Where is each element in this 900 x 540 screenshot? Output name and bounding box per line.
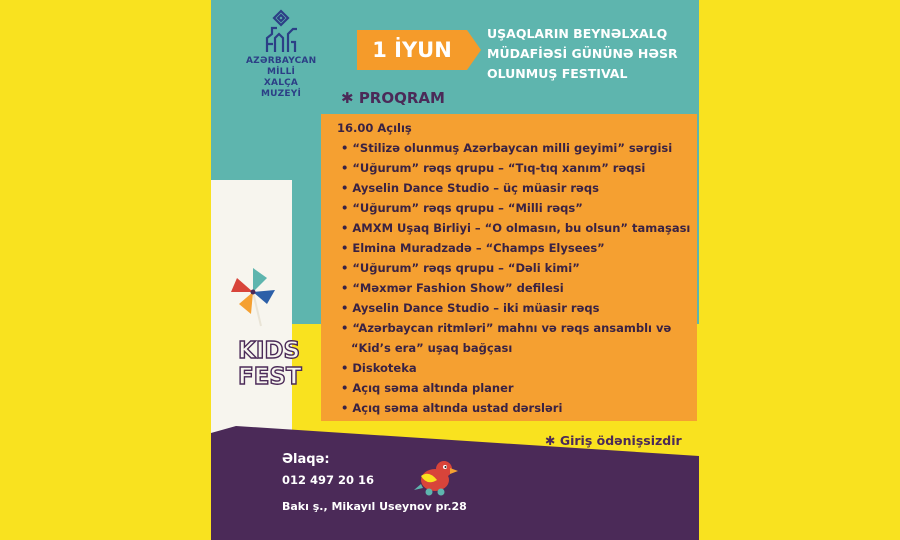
contact-label: Əlaqə: bbox=[282, 452, 330, 467]
program-item: • Açıq səma altında planer bbox=[321, 378, 693, 398]
program-item: • “Stilizə olunmuş Azərbaycan milli geyimi” sərgisi bbox=[321, 138, 693, 158]
contact-address: Bakı ş., Mikayıl Useynov pr.28 bbox=[282, 500, 467, 513]
program-item: • Elmina Muradzadə – “Champs Elysees” bbox=[321, 238, 693, 258]
pinwheel-icon bbox=[227, 262, 279, 328]
program-opening: 16.00 Açılış bbox=[337, 121, 412, 135]
date-badge bbox=[357, 30, 467, 70]
program-item: • “Məxmər Fashion Show” defilesi bbox=[321, 278, 693, 298]
program-item: • Ayselin Dance Studio – iki müasir rəqs bbox=[321, 298, 693, 318]
program-item: • Ayselin Dance Studio – üç müasir rəqs bbox=[321, 178, 693, 198]
bird-toy-icon bbox=[413, 454, 459, 500]
program-item: • Açıq səma altında ustad dərsləri bbox=[321, 398, 693, 418]
program-box bbox=[321, 114, 697, 421]
carpet-museum-logo-icon bbox=[261, 8, 301, 54]
asterisk-icon: ✱ bbox=[341, 89, 354, 107]
asterisk-icon: ✱ bbox=[545, 433, 556, 448]
museum-name-line1: AZƏRBAYCAN MİLLİ bbox=[246, 56, 317, 77]
program-item: • “Uğurum” rəqs qrupu – “Tıq-tıq xanım” rəqsi bbox=[321, 158, 693, 178]
free-entry-text: Giriş ödənişsizdir bbox=[559, 433, 682, 448]
date-text: 1 İYUN bbox=[372, 38, 452, 62]
free-entry-note bbox=[545, 433, 682, 448]
program-heading-text: PROQRAM bbox=[358, 89, 445, 107]
program-item: • AMXM Uşaq Birliyi – “O olmasın, bu olsun” tamaşası bbox=[321, 218, 693, 238]
festival-headline bbox=[487, 24, 697, 84]
program-list bbox=[321, 138, 693, 418]
museum-name-line2: XALÇA MUZEYİ bbox=[260, 78, 301, 99]
headline-line-3: OLUNMUŞ FESTIVAL bbox=[487, 66, 628, 81]
program-item: • “Uğurum” rəqs qrupu – “Milli rəqs” bbox=[321, 198, 693, 218]
kids-fest-line-1: KIDS bbox=[238, 338, 301, 364]
headline-line-2: MÜDAFİƏSİ GÜNÜNƏ HƏSR bbox=[487, 46, 678, 61]
museum-logo bbox=[246, 8, 316, 100]
kids-fest-title bbox=[238, 338, 302, 390]
program-item: • Diskoteka bbox=[321, 358, 693, 378]
festival-poster bbox=[211, 0, 699, 540]
contact-phone: 012 497 20 16 bbox=[282, 473, 375, 487]
headline-line-1: UŞAQLARIN BEYNƏLXALQ bbox=[487, 26, 668, 41]
kids-fest-line-2: FEST bbox=[238, 364, 302, 390]
program-heading bbox=[341, 89, 445, 107]
program-item: • “Azərbaycan ritmləri” mahnı və rəqs ansamblı və “Kid’s era” uşaq bağçası bbox=[321, 318, 693, 358]
program-item: • “Uğurum” rəqs qrupu – “Dəli kimi” bbox=[321, 258, 693, 278]
